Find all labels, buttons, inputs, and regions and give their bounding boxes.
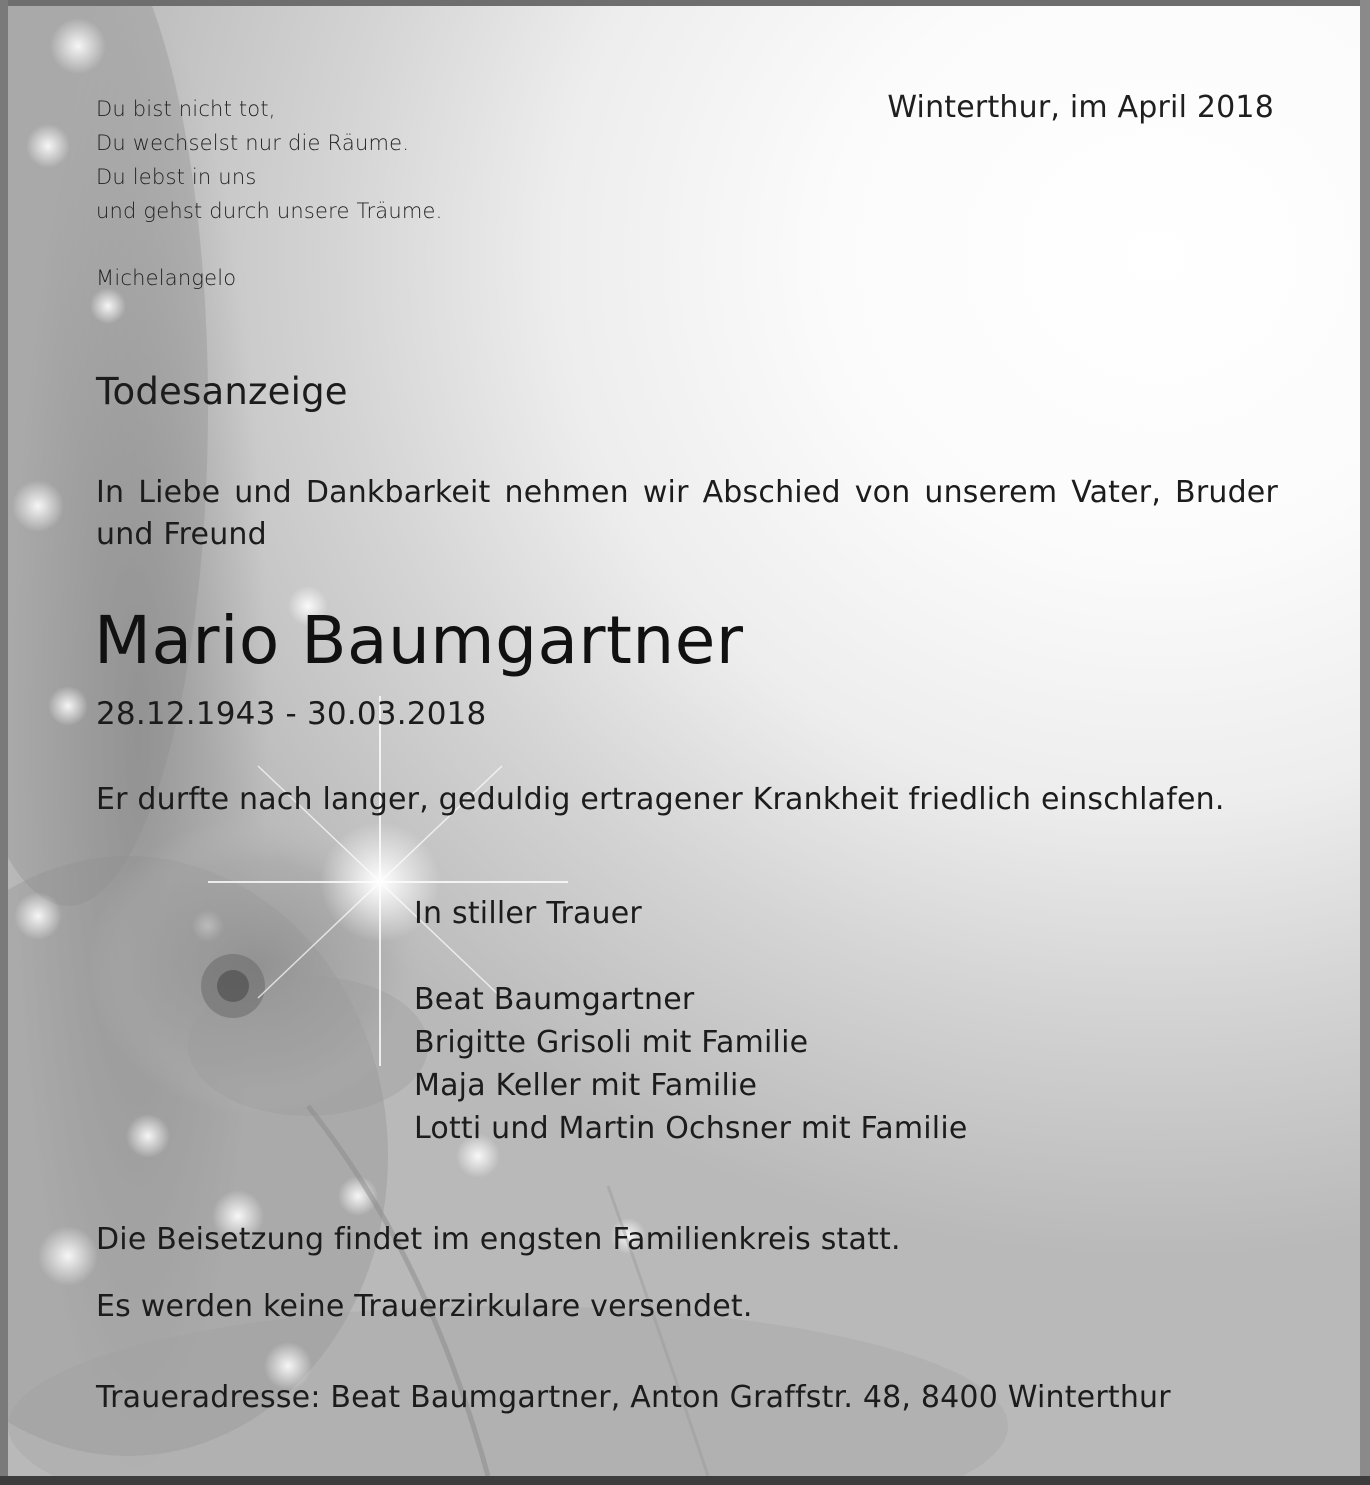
mourning-heading: In stiller Trauer bbox=[414, 896, 642, 931]
mourner-name: Brigitte Grisoli mit Familie bbox=[414, 1025, 809, 1060]
poem-spacer bbox=[96, 228, 443, 261]
mourner-name: Beat Baumgartner bbox=[414, 982, 695, 1017]
circulars-note: Es werden keine Trauerzirkulare versendet. bbox=[96, 1289, 753, 1324]
frame-bottom bbox=[0, 1476, 1370, 1485]
poem-line: und gehst durch unsere Träume. bbox=[96, 199, 443, 223]
place-date: Winterthur, im April 2018 bbox=[887, 90, 1274, 125]
mourners-block bbox=[414, 892, 968, 1150]
poem-line: Du bist nicht tot, bbox=[96, 97, 276, 121]
frame-right bbox=[1360, 0, 1370, 1485]
poem-line: Du lebst in uns bbox=[96, 165, 257, 189]
poem-author: Michelangelo bbox=[96, 266, 237, 290]
mourner-name: Lotti und Martin Ochsner mit Familie bbox=[414, 1111, 968, 1146]
mourning-address: Traueradresse: Beat Baumgartner, Anton Graffstr. 48, 8400 Winterthur bbox=[96, 1380, 1171, 1415]
intro-text: In Liebe und Dankbarkeit nehmen wir Abschied von unserem Vater, Bruder und Freund bbox=[96, 475, 1278, 552]
poem-block bbox=[96, 92, 443, 295]
obituary-card bbox=[8, 6, 1360, 1476]
notice-title: Todesanzeige bbox=[96, 370, 348, 413]
frame-left bbox=[0, 0, 8, 1485]
mourners-spacer bbox=[414, 935, 968, 978]
passing-sentence: Er durfte nach langer, geduldig ertragener Krankheit friedlich einschlafen. bbox=[96, 782, 1225, 817]
life-dates: 28.12.1943 - 30.03.2018 bbox=[96, 696, 487, 732]
poem-line: Du wechselst nur die Räume. bbox=[96, 131, 410, 155]
deceased-name: Mario Baumgartner bbox=[94, 602, 744, 679]
funeral-note: Die Beisetzung findet im engsten Familienkreis statt. bbox=[96, 1222, 901, 1257]
mourner-name: Maja Keller mit Familie bbox=[414, 1068, 758, 1103]
